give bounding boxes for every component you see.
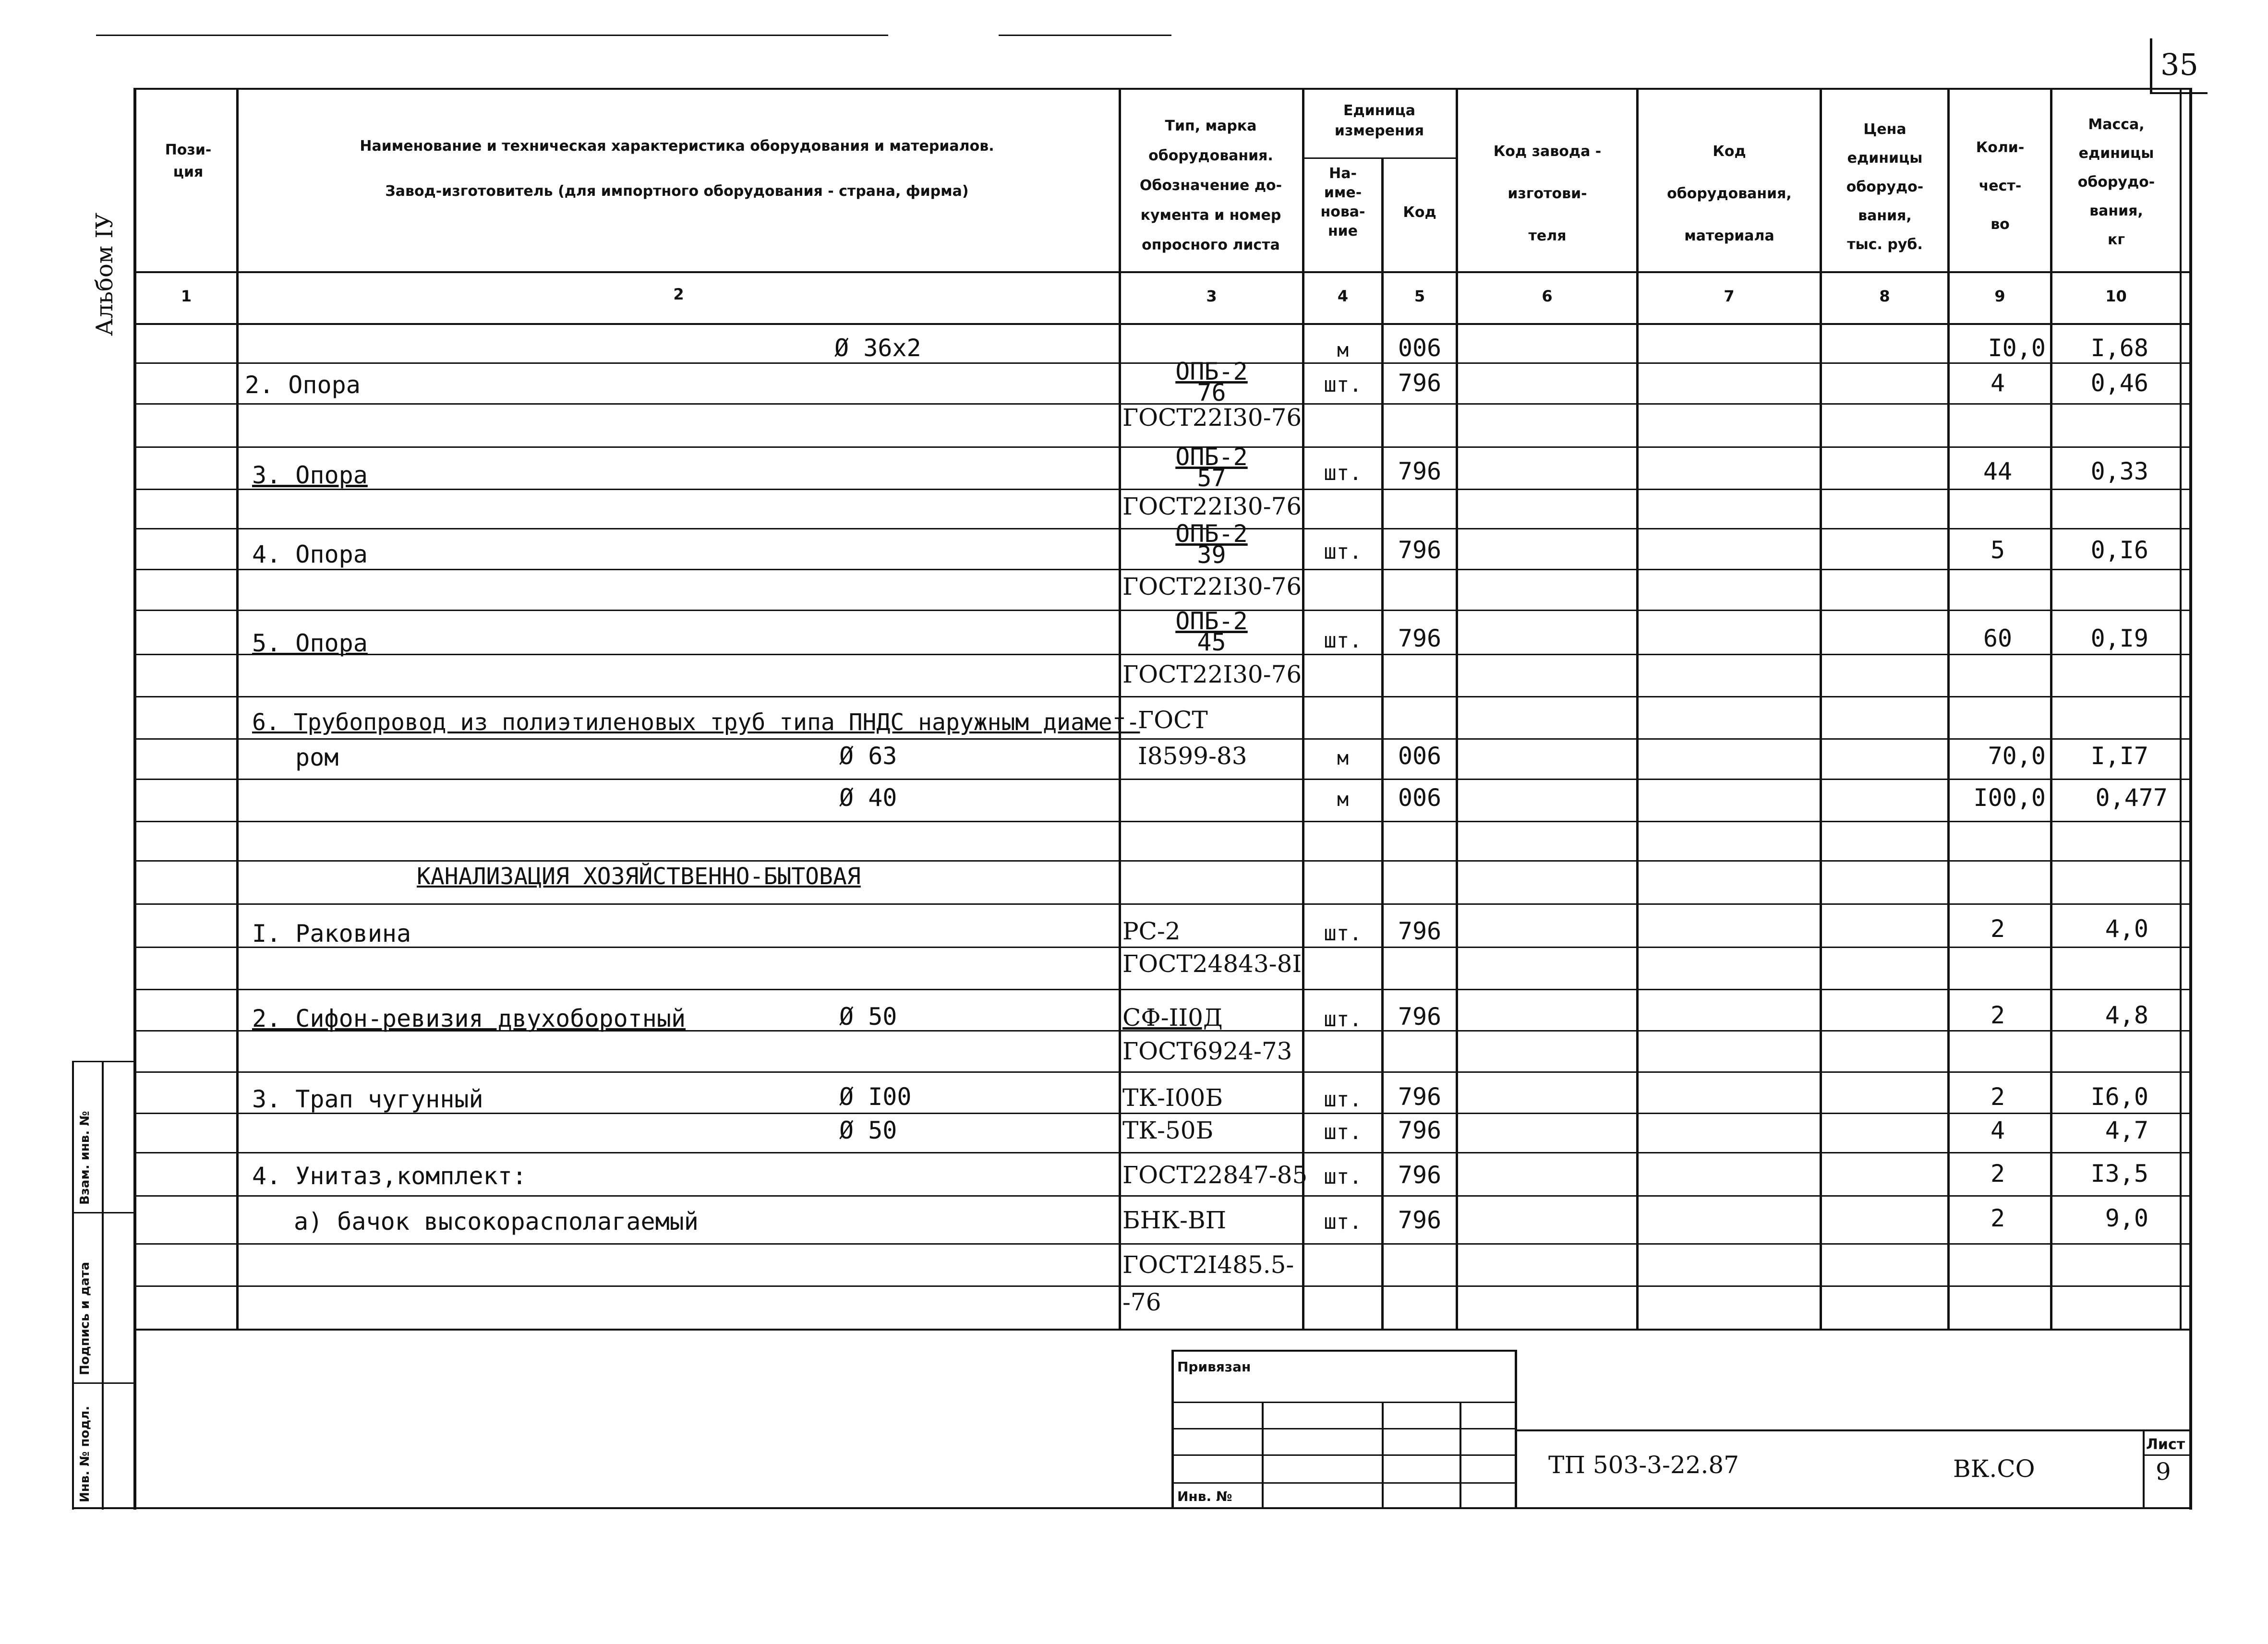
stamp-section-code: ВК.СО [1953,1455,2035,1483]
k2-gost: ГОСТ6924-73 [1122,1037,1292,1065]
row6-name: 6. Трубопровод из полиэтиленовых труб типа ПНДС наружным диамет- [252,709,1140,736]
k4-mass: I3,5 [2090,1160,2148,1188]
colnum-5: 5 [1414,287,1425,305]
row3-code: 796 [1398,457,1442,485]
k2-unit: шт. [1324,1007,1362,1032]
k3-type2: ТК-50Б [1122,1116,1214,1144]
row5-mass: 0,I9 [2090,624,2148,652]
k4-qty: 2 [1990,1160,2005,1188]
row1-mass: I,68 [2090,334,2148,362]
k1-type: РС-2 [1122,917,1181,945]
header-type: Тип, марка оборудования. Обозначение до- кумента и номер опросного листа [1139,118,1282,253]
k4a-mass: 9,0 [2105,1204,2148,1232]
k4-unit: шт. [1324,1164,1362,1189]
k3-qty2: 4 [1990,1116,2005,1144]
row1-unit: м [1337,339,1349,361]
header-mass: Масса, единицы оборудо- вания, кг [2077,116,2155,248]
k1-unit: шт. [1324,921,1362,946]
colnum-1: 1 [181,287,192,305]
k4a-gost1: ГОСТ2I485.5- [1122,1251,1294,1279]
row1-qty: I0,0 [1988,334,2046,362]
row6-type1: ГОСТ [1138,706,1208,734]
colnum-2: 2 [673,285,684,303]
row6-type2: I8599-83 [1138,742,1247,770]
k3-code1: 796 [1398,1083,1442,1111]
row2-type [1121,358,1302,407]
k1-name: I. Раковина [252,920,411,948]
row2-gost: ГОСТ22I30-76 [1122,404,1302,432]
header-quantity: Коли- чест- во [1976,139,2025,233]
k3-mass2: 4,7 [2105,1116,2148,1144]
row4-code: 796 [1398,536,1442,564]
k1-qty: 2 [1990,915,2005,943]
row6-dia2: Ø 40 [839,784,897,812]
row2-type-num: ОПБ-2 [1175,358,1248,385]
row5-name: 5. Опора [252,629,368,657]
row6-dia1: Ø 63 [839,742,897,770]
k1-code: 796 [1398,917,1442,945]
k1-mass: 4,0 [2105,915,2148,943]
row6-qty1: 70,0 [1988,742,2046,770]
row3-type-num: ОПБ-2 [1175,443,1248,471]
row4-qty: 5 [1990,536,2005,564]
k4-type: ГОСТ22847-85 [1122,1161,1308,1189]
k4a-unit: шт. [1324,1210,1362,1234]
row2-mass: 0,46 [2090,369,2148,397]
stamp-inv-no: Инв. № [1177,1488,1232,1504]
row2-name: 2. Опора [245,371,361,399]
row6-mass1: I,I7 [2090,742,2148,770]
k3-unit1: шт. [1324,1087,1362,1112]
k4a-code: 796 [1398,1206,1442,1234]
header-equipment-code: Код оборудования, материала [1667,143,1792,244]
row6-code1: 006 [1398,742,1442,770]
k2-qty: 2 [1990,1001,2005,1029]
header-unit-code: Код [1403,204,1436,221]
row5-unit: шт. [1324,628,1362,653]
k1-gost: ГОСТ24843-8I [1122,950,1302,978]
row2-type-den: 76 [1197,379,1226,407]
header-unit-name: На- име- нова- ние [1320,165,1365,240]
k3-qty1: 2 [1990,1083,2005,1111]
stamp-attached: Привязан [1177,1359,1251,1375]
header-position: Пози- ция [165,142,212,180]
header-factory-code: Код завода - изготови- теля [1493,143,1602,244]
colnum-9: 9 [1994,287,2005,305]
k4a-name: а) бачок высокорасполагаемый [294,1208,699,1236]
row2-unit: шт. [1324,372,1362,397]
section-title: КАНАЛИЗАЦИЯ ХОЗЯЙСТВЕННО-БЫТОВАЯ [417,863,861,890]
top-sheet-number: 35 [2160,47,2198,82]
row1-code: 006 [1398,334,1442,362]
row5-qty: 60 [1983,624,2013,652]
row5-code: 796 [1398,624,1442,652]
k2-code: 796 [1398,1003,1442,1031]
k3-dia1: Ø I00 [839,1083,912,1111]
row4-type [1121,520,1302,569]
row3-qty: 44 [1983,457,2013,485]
row4-unit: шт. [1324,540,1362,564]
k2-mass: 4,8 [2105,1001,2148,1029]
row3-type-den: 57 [1197,464,1226,492]
k4a-type: БНК-ВП [1122,1206,1227,1234]
row2-code: 796 [1398,369,1442,397]
row2-qty: 4 [1990,369,2005,397]
colnum-10: 10 [2105,287,2127,305]
row5-gost: ГОСТ22I30-76 [1122,660,1302,688]
row6-code2: 006 [1398,784,1442,812]
k3-mass1: I6,0 [2090,1083,2148,1111]
stamp-doc-code: ТП 503-3-22.87 [1548,1451,1739,1479]
header-name-line2: Завод-изготовитель (для импортного оборудования - страна, фирма) [385,183,969,200]
row6-unit2: м [1337,789,1349,811]
side-vzam-inv: Взам. инв. № [78,1111,92,1205]
row6-qty2: I00,0 [1973,784,2046,812]
row4-type-den: 39 [1197,541,1226,569]
k4a-qty: 2 [1990,1204,2005,1232]
k3-code2: 796 [1398,1116,1442,1144]
stamp-sheet-value: 9 [2156,1458,2171,1486]
row4-type-num: ОПБ-2 [1175,520,1248,548]
colnum-8: 8 [1879,287,1890,305]
k4-code: 796 [1398,1161,1442,1189]
row5-type-den: 45 [1197,628,1226,656]
row5-type [1121,607,1302,656]
row3-unit: шт. [1324,461,1362,485]
row6-unit1: м [1337,747,1349,769]
colnum-6: 6 [1542,287,1553,305]
k4a-gost2: -76 [1122,1288,1161,1316]
album-label: Альбом IУ [91,212,118,336]
row3-name: 3. Опора [252,461,368,489]
colnum-3: 3 [1206,287,1217,305]
row6-name2: ром [295,744,339,771]
colnum-4: 4 [1337,287,1349,305]
k4-name: 4. Унитаз,комплект: [252,1162,527,1190]
header-price: Цена единицы оборудо- вания, тыс. руб. [1846,121,1924,253]
k2-name: 2. Сифон-ревизия двухоборотный [252,1005,686,1032]
k3-unit2: шт. [1324,1120,1362,1144]
row1-name: Ø 36x2 [834,334,921,362]
k2-dia: Ø 50 [839,1003,897,1031]
colnum-7: 7 [1724,287,1735,305]
header-unit-group: Единица измерения [1334,102,1424,139]
side-sign-date: Подпись и дата [78,1261,92,1375]
side-inv-orig: Инв. № подл. [78,1405,92,1502]
k3-type1: ТК-I00Б [1122,1084,1223,1112]
row3-type [1121,443,1302,492]
k2-type: СФ-II0Д [1122,1004,1223,1032]
row5-type-num: ОПБ-2 [1175,607,1248,635]
row3-gost: ГОСТ22I30-76 [1122,492,1302,520]
row4-gost: ГОСТ22I30-76 [1122,573,1302,600]
row4-name: 4. Опора [252,540,368,568]
k3-dia2: Ø 50 [839,1116,897,1144]
row6-mass2: 0,477 [2095,784,2168,812]
row4-mass: 0,I6 [2090,536,2148,564]
header-name-line1: Наименование и техническая характеристика оборудования и материалов. [360,138,994,155]
stamp-sheet-label: Лист [2146,1436,2185,1453]
row3-mass: 0,33 [2090,457,2148,485]
k3-name: 3. Трап чугунный [252,1085,483,1113]
